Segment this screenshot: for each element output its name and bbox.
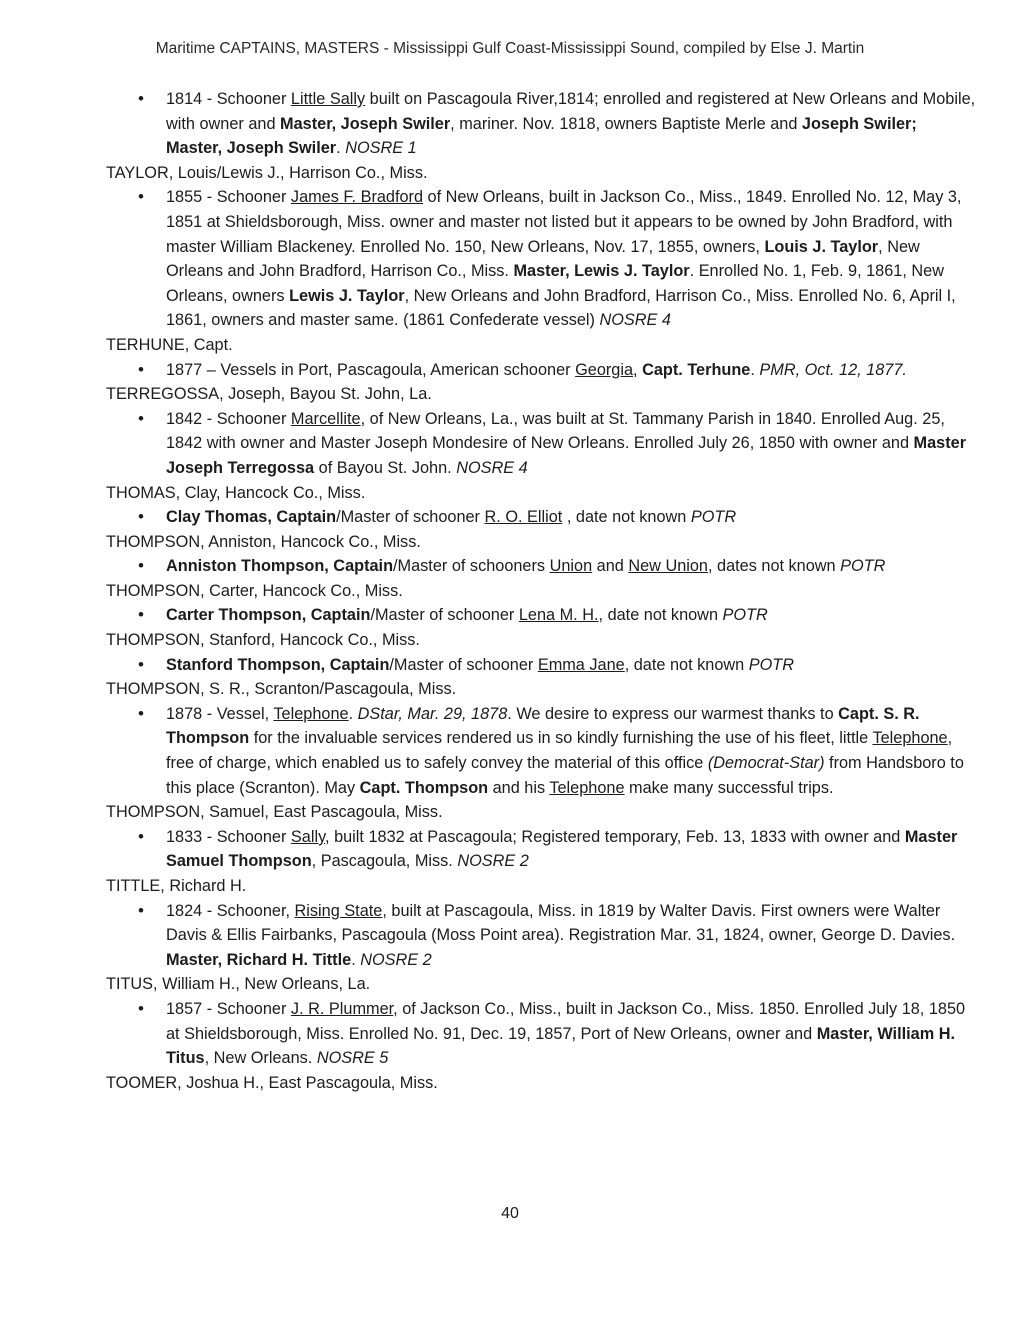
entry-block-thomas-clay (106, 481, 976, 530)
entry-text: 1857 - Schooner (166, 999, 291, 1018)
entry-block-thompson-stanford (106, 628, 976, 677)
bullet-list (106, 87, 976, 161)
name-heading: TERREGOSSA, Joseph, Bayou St. John, La. (106, 385, 432, 404)
entry-text: . (750, 360, 760, 379)
entry-text: , New Orleans and John Bradford, Harrison Co., Miss. (166, 237, 920, 281)
entry-block-toomer (106, 1071, 976, 1096)
entry-text: , of Jackson Co., Miss., built in Jackson Co., Miss. 1850. Enrolled July 18, 1850 at Shieldsborough, Miss. Enrolled No. 91, Dec. 19, 1857, Port of New Orleans, owner and (166, 999, 966, 1043)
entry-text: 1855 - Schooner (166, 188, 291, 207)
entry-text: , (633, 360, 643, 379)
bold-name: Master Joseph Terregossa (166, 434, 967, 477)
bullet-list (106, 997, 976, 1071)
name-heading: THOMPSON, Stanford, Hancock Co., Miss. (106, 631, 420, 650)
bullet-entry (106, 185, 976, 333)
entry-text: , built at Pascagoula, Miss. in 1819 by Walter Davis. First owners were Walter Davis & Ellis Fairbanks, Pascagoula (Moss Point area). Registration Mar. 31, 1824, owner, George D. Davies. (166, 901, 956, 945)
bullet-list (106, 899, 976, 973)
vessel-name: Little Sally (290, 90, 366, 108)
bullet-entry (106, 554, 976, 579)
source-citation: NOSRE 4 (456, 458, 528, 477)
vessel-name: James F. Bradford (290, 188, 424, 207)
source-citation: POTR (748, 655, 794, 674)
entry-text: 1833 - Schooner (166, 827, 291, 846)
entry-text: . (351, 950, 361, 969)
entry-text: , New Orleans and John Bradford, Harrison Co., Miss. Enrolled No. 6, April I, 1861, owners and master same. (1861 Confederate vessel) (166, 286, 956, 330)
entry-block-swiler (106, 87, 976, 161)
entry-text: . We desire to express our warmest thanks to (507, 704, 839, 723)
source-citation: (Democrat-Star) (707, 754, 825, 773)
entry-text: of Bayou St. John. (314, 458, 457, 477)
bullet-list (106, 554, 976, 579)
bullet-list (106, 825, 976, 874)
entry-block-thompson-samuel (106, 800, 976, 874)
entry-block-thompson-carter (106, 579, 976, 628)
bullet-list (106, 185, 976, 333)
bold-name: Capt. S. R. Thompson (166, 704, 920, 748)
entry-text: for the invaluable services rendered us in so kindly furnishing the use of his fleet, little (249, 729, 873, 748)
entry-text: , date not known (562, 508, 691, 527)
vessel-name: Emma Jane (537, 655, 625, 674)
entry-text: 1842 - Schooner (166, 409, 291, 428)
source-citation: POTR (722, 606, 768, 625)
bullet-entry (106, 407, 976, 481)
entry-text: , mariner. Nov. 1818, owners Baptiste Merle and (450, 114, 802, 133)
entry-text: , New Orleans. (204, 1049, 317, 1068)
source-citation: POTR (840, 557, 886, 576)
source-citation: NOSRE 2 (360, 950, 432, 969)
source-citation: NOSRE 2 (457, 852, 529, 871)
bold-name: Carter Thompson, Captain (166, 606, 371, 625)
bold-name: Master, Richard H. Tittle (166, 950, 352, 969)
name-heading: THOMPSON, Carter, Hancock Co., Miss. (106, 581, 403, 600)
entry-text: and his (488, 778, 550, 797)
entry-block-terregossa (106, 382, 976, 480)
name-heading: TERHUNE, Capt. (106, 335, 233, 354)
entry-text: /Master of schooner (389, 655, 538, 674)
source-citation: NOSRE 1 (345, 139, 417, 158)
vessel-name: R. O. Elliot (484, 508, 563, 527)
entry-text: make many successful trips. (624, 778, 834, 797)
vessel-name: Union (549, 557, 593, 576)
bullet-list (106, 358, 976, 383)
bold-name: Master, Joseph Swiler (280, 114, 451, 133)
bullet-list (106, 653, 976, 678)
document-body (106, 87, 976, 1095)
source-citation: POTR (690, 508, 737, 527)
bullet-list (106, 702, 976, 800)
bullet-list (106, 603, 976, 628)
entry-text: , date not known (598, 606, 723, 625)
bullet-entry (106, 702, 976, 800)
entry-text: . (336, 139, 346, 158)
entry-text: 1814 - Schooner (166, 90, 291, 108)
entry-text: and (592, 557, 629, 576)
bullet-list (106, 407, 976, 481)
source-citation: DStar, Mar. 29, 1878 (357, 704, 508, 723)
vessel-name: Rising State (294, 901, 383, 920)
entry-block-titus (106, 972, 976, 1070)
entry-text: of New Orleans, built in Jackson Co., Miss., 1849. Enrolled No. 12, May 3, 1851 at Shieldsborough, Miss. owner and master not listed but it appears to be owned by John Bradford, with master William Blackeney. Enrolled No. 150, New Orleans, Nov. 17, 1855, owners, (166, 188, 962, 256)
bold-name: Joseph Swiler; Master, Joseph Swiler (166, 114, 917, 158)
bullet-list (106, 505, 976, 530)
name-heading: THOMPSON, Samuel, East Pascagoula, Miss. (106, 803, 443, 822)
bold-name: Capt. Thompson (359, 778, 489, 797)
entry-block-terhune (106, 333, 976, 382)
source-citation: NOSRE 5 (316, 1049, 389, 1068)
entry-text: /Master of schooner (336, 508, 485, 527)
vessel-name: Telephone (872, 729, 948, 748)
entry-text: from Handsboro to this place (Scranton). May (166, 754, 964, 797)
entry-block-thompson-sr (106, 677, 976, 800)
page-header: Maritime CAPTAINS, MASTERS - Mississippi Gulf Coast-Mississippi Sound, compiled by Else J. Martin (155, 40, 865, 57)
bold-name: Louis J. Taylor (764, 237, 879, 256)
entry-text: built on Pascagoula River,1814; enrolled and registered at New Orleans and Mobile, with owner and (166, 90, 976, 133)
page-number: 40 (501, 1205, 519, 1222)
vessel-name: New Union (628, 557, 708, 576)
entry-text: . Enrolled No. 1, Feb. 9, 1861, New Orleans, owners (166, 262, 944, 305)
entry-block-thompson-anniston (106, 530, 976, 579)
source-citation: PMR, Oct. 12, 1877. (759, 360, 907, 379)
bold-name: Master Samuel Thompson (166, 827, 958, 871)
vessel-name: Telephone (549, 778, 625, 797)
entry-text: /Master of schooners (393, 557, 550, 576)
bullet-entry (106, 899, 976, 973)
entry-text: , of New Orleans, La., was built at St. Tammany Parish in 1840. Enrolled Aug. 25, 1842 with owner and Master Joseph Mondesire of New Orleans. Enrolled July 26, 1850 with owner and (166, 409, 945, 453)
vessel-name: J. R. Plummer (290, 999, 394, 1018)
bullet-entry (106, 505, 976, 530)
bullet-entry (106, 87, 976, 161)
bullet-entry (106, 997, 976, 1071)
entry-text: , free of charge, which enabled us to safely convey the material of this office (166, 729, 953, 773)
source-citation: NOSRE 4 (599, 311, 671, 330)
bold-name: Anniston Thompson, Captain (166, 557, 394, 576)
vessel-name: Lena M. H. (518, 606, 599, 625)
bold-name: Master, Lewis J. Taylor (513, 262, 690, 281)
entry-text: , Pascagoula, Miss. (311, 852, 458, 871)
vessel-name: Telephone (273, 704, 349, 723)
name-heading: TITTLE, Richard H. (106, 877, 247, 895)
entry-text: , built 1832 at Pascagoula; Registered temporary, Feb. 13, 1833 with owner and (325, 827, 905, 846)
vessel-name: Georgia (575, 360, 634, 379)
bold-name: Capt. Terhune (642, 360, 751, 379)
bold-name: Clay Thomas, Captain (166, 508, 337, 527)
entry-text: /Master of schooner (370, 606, 519, 625)
bullet-entry (106, 653, 976, 678)
bold-name: Stanford Thompson, Captain (166, 655, 390, 674)
bold-name: Master, William H. Titus (166, 1024, 955, 1068)
vessel-name: Sally (290, 827, 326, 846)
entry-text: , dates not known (707, 557, 841, 576)
vessel-name: Marcellite (290, 409, 361, 428)
bullet-entry (106, 825, 976, 874)
entry-text: 1878 - Vessel, (166, 704, 274, 723)
entry-text: , date not known (624, 655, 749, 674)
bold-name: Lewis J. Taylor (289, 286, 405, 305)
name-heading: TOOMER, Joshua H., East Pascagoula, Miss. (106, 1073, 438, 1092)
entry-block-tittle (106, 874, 976, 972)
name-heading: THOMAS, Clay, Hancock Co., Miss. (106, 483, 366, 502)
name-heading: TAYLOR, Louis/Lewis J., Harrison Co., Miss. (106, 163, 428, 182)
name-heading: TITUS, William H., New Orleans, La. (106, 975, 371, 994)
bullet-entry (106, 358, 976, 383)
name-heading: THOMPSON, S. R., Scranton/Pascagoula, Miss. (106, 680, 457, 699)
bullet-entry (106, 603, 976, 628)
entry-text: 1877 – Vessels in Port, Pascagoula, American schooner (166, 360, 576, 379)
entry-text: 1824 - Schooner, (166, 901, 295, 920)
name-heading: THOMPSON, Anniston, Hancock Co., Miss. (106, 532, 421, 551)
entry-text: . (348, 704, 358, 723)
entry-block-taylor (106, 161, 976, 333)
